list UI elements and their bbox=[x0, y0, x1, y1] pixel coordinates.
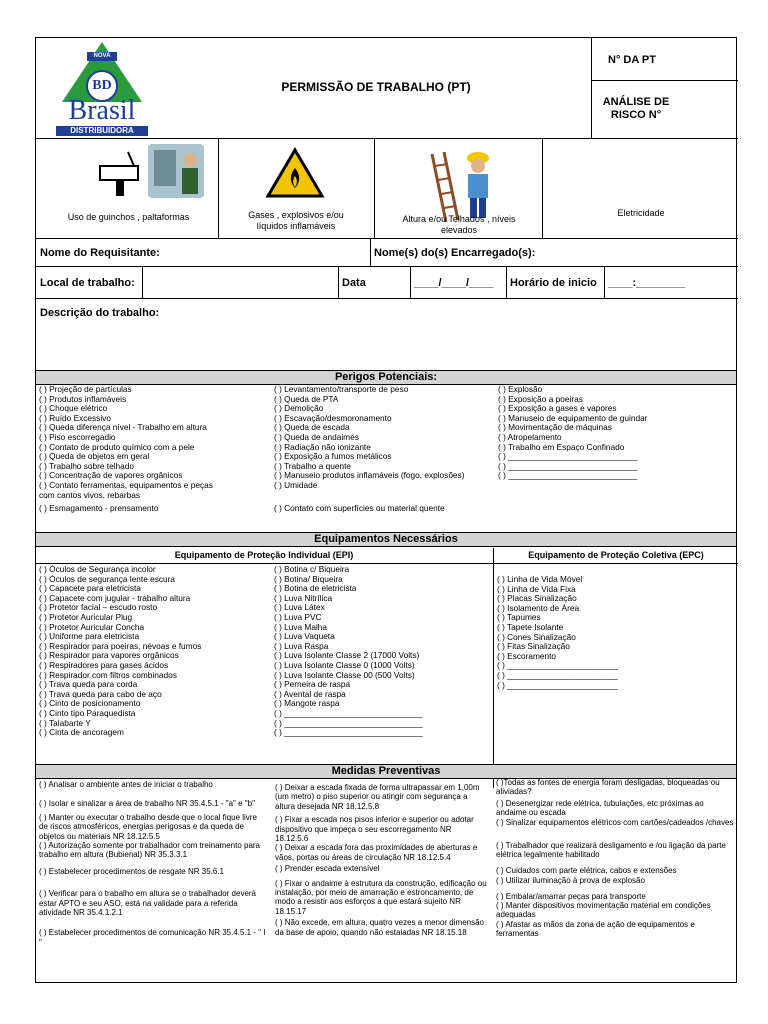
location-input[interactable] bbox=[144, 268, 336, 296]
epi-item[interactable]: ( ) Luva Nitrílica bbox=[274, 593, 333, 603]
requester-field[interactable]: Nome do Requisitante: bbox=[40, 247, 160, 259]
hoist-icon bbox=[98, 142, 208, 202]
hazard-item[interactable]: ( ) Ruído Excessivo bbox=[39, 413, 111, 423]
form-title: PERMISSÃO DE TRABALHO (PT) bbox=[281, 80, 471, 94]
start-time-input[interactable]: ____:________ bbox=[608, 277, 686, 289]
measure-item[interactable]: ( ) Manter ou executar o trabalho desde que o local fique livre de riscos atmosféricos, energias perigosas e da queda de objetos ou materiais NR 18.12.5.5 bbox=[39, 812, 257, 841]
epi-col-2 bbox=[274, 565, 490, 738]
epc-item[interactable]: ( ) ________________________ bbox=[497, 661, 618, 671]
epi-item[interactable]: ( ) Respirador para poeiras, névoas e fumos bbox=[39, 641, 202, 651]
description-label: Descrição do trabalho: bbox=[40, 307, 160, 319]
measure-item[interactable]: ( ) Deixar a escada fixada de forma ultrapassar em 1,00m (um metro) o piso superior ou atingir com segurança a altura desejada NR 18.12.5.8 bbox=[275, 783, 480, 811]
hazard-item[interactable]: ( ) ____________________________ bbox=[498, 452, 638, 462]
hazard-item[interactable]: ( ) ____________________________ bbox=[498, 461, 638, 471]
epi-item[interactable]: ( ) Luva Vaqueta bbox=[274, 632, 335, 642]
measure-item[interactable]: ( ) Fixar a escada nos pisos inferior e superior ou adotar dispositivo que impeça o seu escorregamento NR 18.12.5.6 bbox=[275, 815, 474, 844]
measure-item[interactable]: ( ) Verificar para o trabalho em altura se o trabalhador deverá estar APTO e seu ASO, está na validade para a referida atividade NR 35.4.1.2.1 bbox=[39, 889, 257, 918]
epi-item[interactable]: ( ) ______________________________ bbox=[274, 708, 423, 718]
epi-item[interactable]: ( ) Luva Malha bbox=[274, 622, 328, 632]
epi-item[interactable]: ( ) Luva PVC bbox=[274, 612, 322, 622]
epc-title: Equipamento de Proteção Coletiva (EPC) bbox=[528, 550, 704, 560]
hazard-item[interactable]: ( ) Exposição a gases e vapores bbox=[498, 404, 617, 414]
measures-col-2 bbox=[275, 783, 487, 941]
logo-top-text: NOVA bbox=[93, 53, 111, 59]
measure-item[interactable]: ( ) Estabelecer procedimentos de resgate NR 35.6.1 bbox=[39, 866, 224, 876]
epc-item[interactable]: ( ) Fitas Sinalização bbox=[497, 642, 570, 652]
measure-item[interactable]: ( ) Isolar e sinalizar a área de trabalho NR 35.4.5.1 - "a" e "b" bbox=[39, 799, 255, 809]
measure-item[interactable]: ( ) Sinalizar equipamentos elétricos com cartões/cadeados /chaves bbox=[496, 817, 734, 827]
hazard-item[interactable]: ( ) Escavação/desmoronamento bbox=[274, 413, 392, 423]
epc-list bbox=[497, 575, 733, 690]
epi-item[interactable]: ( ) Perneira de raspa bbox=[274, 680, 351, 690]
hazard-item[interactable]: ( ) Radiação não ionizante bbox=[274, 442, 371, 452]
location-label: Local de trabalho: bbox=[40, 277, 135, 289]
ladder-worker-icon bbox=[426, 148, 496, 224]
pt-number-label: N° DA PT bbox=[608, 54, 656, 66]
epc-item[interactable]: ( ) ________________________ bbox=[497, 670, 618, 680]
hazard-item[interactable]: ( ) Contato com superfícies ou material quente bbox=[274, 504, 445, 514]
epi-item[interactable]: ( ) Cinto de posicionamento bbox=[39, 699, 141, 709]
epi-item[interactable]: ( ) Botina c/ Biqueira bbox=[274, 565, 350, 574]
measure-item[interactable]: ( ) Não excede, em altura, quatro vezes a menor dimensão da base de apoio, quando não estaiadas NR 18.15.18 bbox=[275, 918, 484, 937]
hazards-section-title: Perigos Potenciais: bbox=[36, 370, 736, 385]
logo-subtitle: DISTRIBUIDORA bbox=[56, 126, 148, 136]
hazard-spacer bbox=[274, 491, 496, 501]
epi-item[interactable]: ( ) Botina/ Biqueira bbox=[274, 574, 343, 584]
epi-item[interactable]: ( ) Capacete com jugular - trabalho altura bbox=[39, 593, 191, 603]
hazard-item[interactable]: ( ) Trabalho a quente bbox=[274, 461, 352, 471]
hazard-item[interactable]: ( ) Queda diferença nível - Trabalho em altura bbox=[39, 423, 207, 433]
logo-name: Brasil bbox=[68, 95, 136, 126]
epi-item[interactable]: ( ) ______________________________ bbox=[274, 718, 423, 728]
date-label: Data bbox=[342, 277, 366, 289]
measures-col-1 bbox=[39, 780, 267, 951]
epi-item[interactable]: ( ) Trava queda para corda bbox=[39, 680, 138, 690]
hazard-item-continued: com cantos vivos, rebarbas bbox=[39, 490, 140, 500]
hazard-item[interactable]: ( ) Demolição bbox=[274, 404, 324, 414]
epi-item[interactable]: ( ) Luva Látex bbox=[274, 603, 325, 613]
measure-item[interactable]: ( ) Manter dispositivos movimentação material em condições adequadas bbox=[496, 901, 711, 920]
hazards-col-2 bbox=[274, 385, 496, 514]
measure-item[interactable]: ( ) Trabalhador que realizará desligamento e /ou ligação da parte elétrica legalmente habilitado bbox=[496, 841, 726, 860]
hazard-item[interactable]: ( ) Queda de andaimes bbox=[274, 432, 359, 442]
measure-item[interactable]: ( ) Autorização somente por trabalhador com treinamento para trabalho em altura (Bubienal) NR 35.3.3.1 bbox=[39, 841, 261, 860]
measure-item[interactable]: ( ) Utilizar iluminação à prova de explosão bbox=[496, 876, 645, 886]
epc-item[interactable]: ( ) Linha de Vida Fixa bbox=[497, 584, 576, 594]
hazard-item[interactable]: ( ) Umidade bbox=[274, 480, 318, 490]
epi-title: Equipamento de Proteção Individual (EPI) bbox=[174, 550, 354, 560]
epi-item[interactable]: ( ) Trava queda para cabo de aço bbox=[39, 689, 162, 699]
epi-item[interactable]: ( ) Luva Isolante Classe 0 (1000 Volts) bbox=[274, 660, 415, 670]
hazard-item[interactable]: ( ) Queda de escada bbox=[274, 423, 350, 433]
epi-col-1 bbox=[39, 565, 271, 738]
hazard-item[interactable]: ( ) Piso escorregadio bbox=[39, 432, 116, 442]
hazard-item[interactable]: ( ) Exposição a poeiras bbox=[498, 394, 583, 404]
epi-item[interactable]: ( ) Óculos de segurança lente escura bbox=[39, 574, 176, 584]
hazard-item[interactable]: ( ) Choque elétrico bbox=[39, 404, 108, 414]
hazard-item[interactable]: ( ) Levantamento/transporte de peso bbox=[274, 385, 409, 394]
hazard-item[interactable]: ( ) Queda de PTA bbox=[274, 394, 339, 404]
hazard-item[interactable]: ( ) Contato de produto químico com a pele bbox=[39, 442, 195, 452]
measure-item[interactable]: ( ) Fixar o andaime à estrutura da construção, edificação ou instalação, por meio de amarração e estroncamento, de modo a resistir aos esforços a que estará sujeito NR 18.15.17 bbox=[275, 878, 487, 916]
hazard-item[interactable]: ( ) Esmagamento - prensamento bbox=[39, 504, 159, 514]
epi-item[interactable]: ( ) Capacete para eletricista bbox=[39, 584, 141, 594]
measures-col-3 bbox=[496, 778, 734, 943]
hazard-item[interactable]: ( ) Explosão bbox=[498, 385, 543, 394]
epc-item[interactable]: ( ) Escoramento bbox=[497, 651, 557, 661]
epi-item[interactable]: ( ) Talabarte Y bbox=[39, 718, 91, 728]
description-input[interactable] bbox=[40, 324, 732, 370]
epi-item[interactable]: ( ) Luva Raspa bbox=[274, 641, 329, 651]
flammable-caption: Gases , explosivos e/ou líquidos inflamáveis bbox=[248, 210, 344, 231]
height-caption: Altura e/ou Telhados , níveis elevados bbox=[402, 214, 516, 235]
epc-item[interactable]: ( ) Cones Sinalização bbox=[497, 632, 576, 642]
measure-item[interactable]: ( ) Prender escada extensível bbox=[275, 864, 380, 874]
epc-item[interactable]: ( ) Tapete Isolante bbox=[497, 622, 564, 632]
hazard-item[interactable]: ( ) Concentração de vapores orgânicos bbox=[39, 471, 183, 481]
hazard-item[interactable]: ( ) Atropelamento bbox=[498, 432, 562, 442]
hazard-item[interactable]: ( ) Trabalho em Espaço Confinado bbox=[498, 442, 625, 452]
epc-item[interactable]: ( ) ________________________ bbox=[497, 680, 618, 690]
epi-item[interactable]: ( ) Protetor facial – escudo rosto bbox=[39, 603, 158, 613]
measure-item[interactable]: ( )Todas as fontes de energia foram desligadas, bloqueadas ou aliviadas? bbox=[496, 778, 720, 797]
epi-item[interactable]: ( ) ______________________________ bbox=[274, 728, 423, 738]
epi-item[interactable]: ( ) Mangote raspa bbox=[274, 699, 340, 709]
work-permit-form bbox=[35, 37, 737, 983]
hazards-col-1 bbox=[39, 385, 271, 514]
hoist-caption: Uso de guinchos , paltaformas bbox=[67, 212, 190, 222]
epi-item[interactable]: ( ) Uniforme para eletricista bbox=[39, 632, 140, 642]
epc-item[interactable]: ( ) Linha de Vida Móvel bbox=[497, 575, 583, 584]
measure-item[interactable]: ( ) Embalar/amarrar peças para transporte bbox=[496, 891, 646, 901]
hazard-item[interactable]: ( ) ____________________________ bbox=[498, 471, 638, 481]
epi-item[interactable]: ( ) Avental de raspa bbox=[274, 689, 346, 699]
epi-item[interactable]: ( ) Luva Isolante Classe 2 (17000 Volts) bbox=[274, 651, 420, 661]
measure-item[interactable]: ( ) Analisar o ambiente antes de iniciar o trabalho bbox=[39, 780, 213, 789]
measure-item[interactable]: ( ) Estabelecer procedimentos de comunicação NR 35.4.5.1 - " I " bbox=[39, 928, 266, 947]
hazard-item[interactable]: ( ) Manuseio produtos inflamáveis (fogo, explosões) bbox=[274, 471, 465, 481]
epi-item[interactable]: ( ) Cinta de ancoragem bbox=[39, 728, 124, 738]
hazard-item[interactable]: ( ) Manuseio de equipamento de guindar bbox=[498, 413, 648, 423]
hazards-col-3 bbox=[498, 385, 734, 481]
epc-item[interactable]: ( ) Tapumes bbox=[497, 613, 541, 623]
flammable-warning-icon bbox=[264, 146, 326, 202]
hazard-item[interactable]: ( ) Movimentação de máquinas bbox=[498, 423, 612, 433]
risk-analysis-label: ANÁLISE DE RISCO N° bbox=[602, 96, 670, 121]
epi-item[interactable]: ( ) Óculos de Segurança incolor bbox=[39, 565, 156, 574]
measure-item[interactable]: ( ) Deixar a escada fora das proximidades de aberturas e vãos, portas ou áreas de circulação NR 18.12.5.4 bbox=[275, 843, 478, 862]
epi-item[interactable]: ( ) Botina de eletricista bbox=[274, 584, 357, 594]
epi-item[interactable]: ( ) Protetor Auricular Concha bbox=[39, 622, 145, 632]
hazard-item[interactable]: ( ) Queda de objetos em geral bbox=[39, 452, 150, 462]
epc-item[interactable]: ( ) Isolamento de Área bbox=[497, 603, 580, 613]
date-input[interactable]: ____/____/____ bbox=[414, 277, 494, 289]
hazard-item[interactable]: ( ) Produtos inflamáveis bbox=[39, 394, 127, 404]
measures-section-title: Medidas Preventivas bbox=[36, 764, 736, 779]
epi-item[interactable]: ( ) Cinto tipo Paraquedista bbox=[39, 708, 136, 718]
logo-mark: BD bbox=[92, 78, 112, 93]
epc-item[interactable]: ( ) Placas Sinalização bbox=[497, 594, 577, 604]
supervisors-field[interactable]: Nome(s) do(s) Encarregado(s): bbox=[374, 247, 536, 259]
epi-item[interactable]: ( ) Luva Isolante Classe 00 (500 Volts) bbox=[274, 670, 415, 680]
hazard-item[interactable]: ( ) Trabalho sobre telhado bbox=[39, 461, 135, 471]
hazard-item[interactable]: ( ) Exposição a fumos metálicos bbox=[274, 452, 392, 462]
epi-item[interactable]: ( ) Respirador para vapores orgânicos bbox=[39, 651, 179, 661]
epi-item[interactable]: ( ) Respiradores para gases ácidos bbox=[39, 660, 169, 670]
epi-item[interactable]: ( ) Respirador com filtros combinados bbox=[39, 670, 177, 680]
company-logo bbox=[52, 40, 152, 136]
hazard-item[interactable]: ( ) Projeção de partículas bbox=[39, 385, 132, 394]
electricity-caption: Eletricidade bbox=[617, 208, 665, 218]
hazard-item[interactable]: ( ) Contato ferramentas, equipamentos e peças bbox=[39, 480, 213, 490]
epi-item[interactable]: ( ) Protetor Auricular Plug bbox=[39, 612, 133, 622]
equipment-section-title: Equipamentos Necessários bbox=[36, 532, 736, 547]
measure-item[interactable]: ( ) Afastar as mãos da zona de ação de equipamentos e ferramentas bbox=[496, 919, 695, 939]
measure-item[interactable]: ( ) Cuidados com parte elétrica, cabos e extensões bbox=[496, 865, 677, 875]
start-time-label: Horário de inicio bbox=[510, 277, 597, 289]
measure-item[interactable]: ( ) Desenergizar rede elétrica, tubulações, etc próximas ao andaime ou escada bbox=[496, 798, 704, 818]
